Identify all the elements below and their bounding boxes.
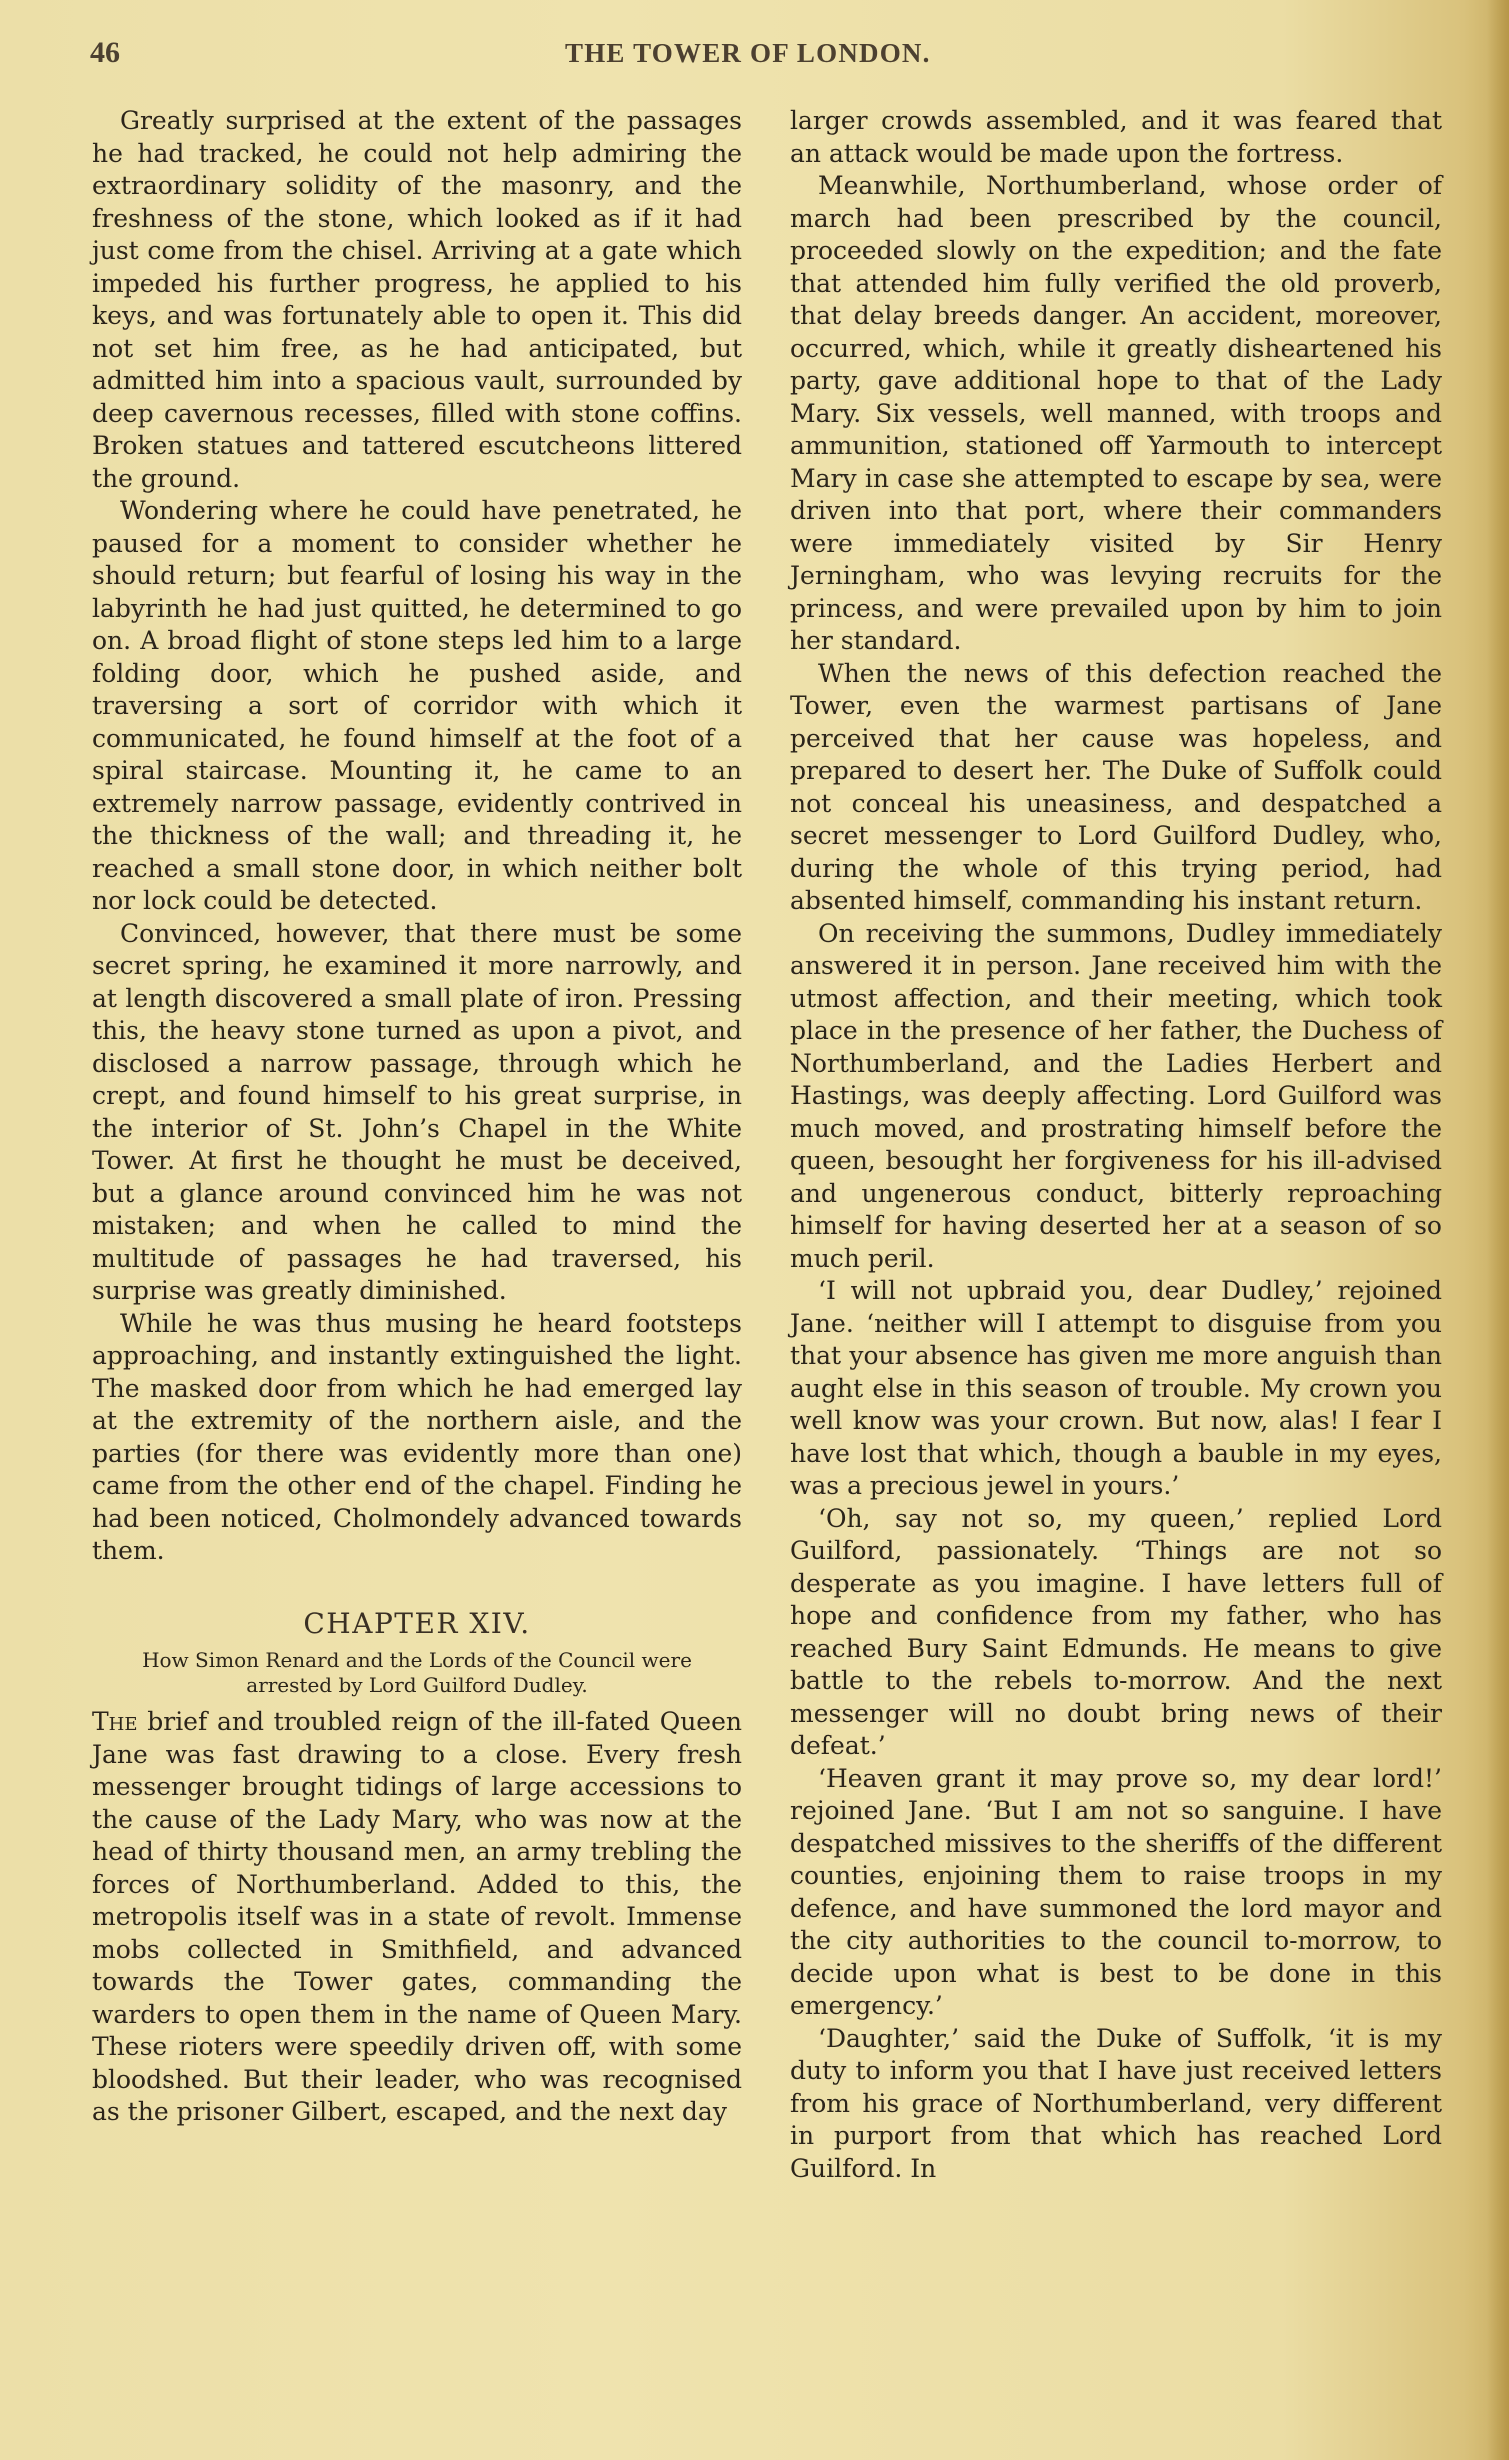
chapter-heading: CHAPTER XIV. xyxy=(303,1606,531,1640)
page-number: 46 xyxy=(90,36,120,69)
paragraph: ‘Heaven grant it may prove so, my dear lord!’ rejoined Jane. ‘But I am not so sanguine. I have despatched missives to the sheriffs of the different counties, enjoining them to raise troops in my defence, and have summoned the lord mayor and the city authorities to the council to-morrow, to decide upon what is best to be done in this emergency.’ xyxy=(790,1763,1442,2020)
paragraph-continued: larger crowds assembled, and it was feared that an attack would be made upon the fortress. xyxy=(790,106,1442,168)
left-column xyxy=(92,105,742,2129)
paragraph: When the news of this defection reached the Tower, even the warmest partisans of Jane perceived that her cause was hopeless, and prepared to desert her. The Duke of Suffolk could not conceal his uneasiness, and despatched a secret messenger to Lord Guilford Dudley, who, during the whole of this trying period, had absented himself, commanding his instant return. xyxy=(790,658,1442,915)
running-title: THE TOWER OF LONDON. xyxy=(565,38,931,68)
paragraph: ‘Daughter,’ said the Duke of Suffolk, ‘it is my duty to inform you that I have just received letters from his grace of Northumberland, very different in purport from that which has reached Lord Guilford. In xyxy=(790,2023,1442,2183)
paragraph: ‘I will not upbraid you, dear Dudley,’ rejoined Jane. ‘neither will I attempt to disguise from you that your absence has given me more anguish than aught else in this season of trouble. My crown you well know was your crown. But now, alas! I fear I have lost that which, though a bauble in my eyes, was a precious jewel in yours.’ xyxy=(790,1276,1442,1500)
chapter-opening-paragraph xyxy=(92,1706,742,2129)
paragraph: Convinced, however, that there must be some secret spring, he examined it more narrowly, and at length discovered a small plate of iron. Pressing this, the heavy stone turned as upon a pivot, and disclosed a narrow passage, through which he crept, and found himself to his great surprise, in the interior of St. John’s Chapel in the White Tower. At first he thought he must be deceived, but a glance around convinced him he was not mistaken; and when he called to mind the multitude of passages he had traversed, his surprise was greatly diminished. xyxy=(92,918,742,1305)
paragraph-text: brief and troubled reign of the ill-fated Queen Jane was fast drawing to a close. Every fresh messenger brought tidings of large accessions to the cause of the Lady Mary, who was now at the head of thirty thousand men, an army trebling the forces of Northumberland. Added to this, the metropolis itself was in a state of revolt. Immense mobs collected in Smithfield, and advanced towards the Tower gates, commanding the warders to open them in the name of Queen Mary. These rioters were speedily driven off, with some bloodshed. But their leader, who was recognised as the prisoner Gilbert, escaped, and the next day xyxy=(92,1707,742,2126)
chapter-header xyxy=(92,1608,742,1699)
paragraph: While he was thus musing he heard footsteps approaching, and instantly extinguished the light. The masked door from which he had emerged lay at the extremity of the northern aisle, and the parties (for there was evidently more than one) came from the other end of the chapel. Finding he had been noticed, Cholmondely advanced towards them. xyxy=(92,1308,742,1565)
page-header xyxy=(90,36,1440,86)
page-edge-shadow xyxy=(1487,0,1509,2460)
paragraph: Meanwhile, Northumberland, whose order of march had been prescribed by the council, proceeded slowly on the expedition; and the fate that attended him fully verified the old proverb, that delay breeds danger. An accident, moreover, occurred, which, while it greatly disheartened his party, gave additional hope to that of the Lady Mary. Six vessels, well manned, with troops and ammunition, stationed off Yarmouth to intercept Mary in case she attempted to escape by sea, were driven into that port, where their commanders were immediately visited by Sir Henry Jerningham, who was levying recruits for the princess, and were prevailed upon by him to join her standard. xyxy=(790,171,1442,655)
paragraph: Greatly surprised at the extent of the passages he had tracked, he could not help admiring the extraordinary solidity of the masonry, and the freshness of the stone, which looked as if it had just come from the chisel. Arriving at a gate which impeded his further progress, he applied to his keys, and was fortunately able to open it. This did not set him free, as he had anticipated, but admitted him into a spacious vault, surrounded by deep cavernous recesses, filled with stone coffins. Broken statues and tattered escutcheons littered the ground. xyxy=(92,106,742,493)
opening-word: The xyxy=(92,1707,138,1736)
paragraph: On receiving the summons, Dudley immediately answered it in person. Jane received him with the utmost affection, and their meeting, which took place in the presence of her father, the Duchess of Northumberland, and the Ladies Herbert and Hastings, was deeply affecting. Lord Guilford was much moved, and prostrating himself before the queen, besought her forgiveness for his ill-advised and ungenerous conduct, bitterly reproaching himself for having deserted her at a season of so much peril. xyxy=(790,918,1442,1273)
right-column xyxy=(790,105,1442,2185)
chapter-subtitle: How Simon Renard and the Lords of the Council were arrested by Lord Guilford Dudley. xyxy=(142,1648,692,1697)
paragraph: ‘Oh, say not so, my queen,’ replied Lord Guilford, passionately. ‘Things are not so desperate as you imagine. I have letters full of hope and confidence from my father, who has reached Bury Saint Edmunds. He means to give battle to the rebels to-morrow. And the next messenger will no doubt bring news of their defeat.’ xyxy=(790,1503,1442,1760)
paragraph: Wondering where he could have penetrated, he paused for a moment to consider whether he should return; but fearful of losing his way in the labyrinth he had just quitted, he determined to go on. A broad flight of stone steps led him to a large folding door, which he pushed aside, and traversing a sort of corridor with which it communicated, he found himself at the foot of a spiral staircase. Mounting it, he came to an extremely narrow passage, evidently contrived in the thickness of the wall; and threading it, he reached a small stone door, in which neither bolt nor lock could be detected. xyxy=(92,496,742,915)
